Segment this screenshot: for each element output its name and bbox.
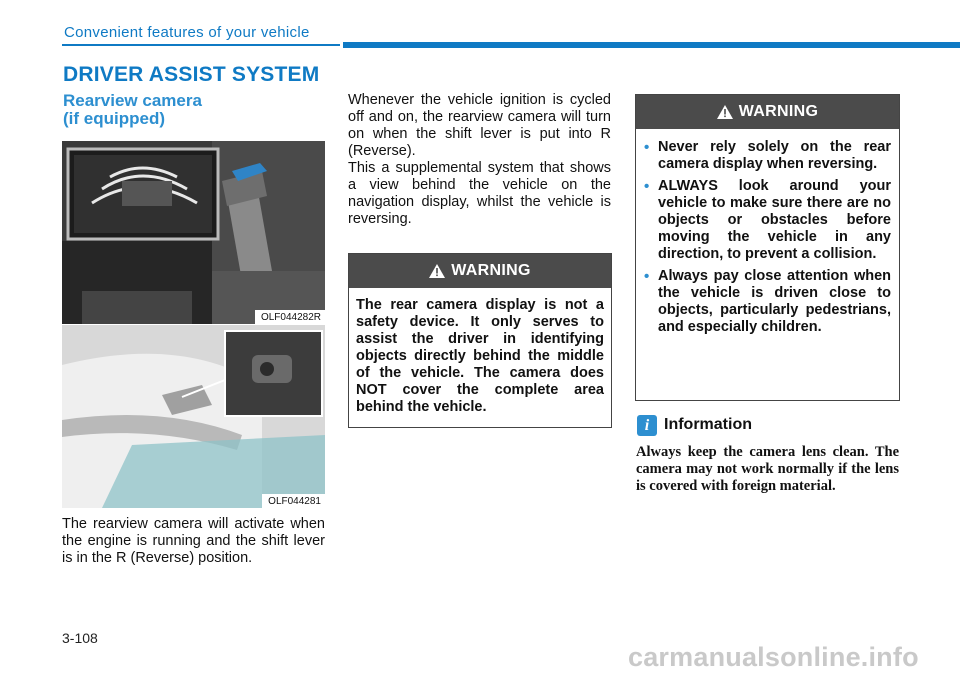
- image-code-1: OLF044282R: [255, 310, 325, 324]
- info-icon: i: [637, 415, 657, 436]
- subtitle-line1: Rearview camera: [63, 91, 202, 110]
- warning-item: • Always pay close attention when the vehicle is driven close to objects, particularly pedestrians, and especially children.: [644, 268, 891, 336]
- warning-text-1: The rear camera display is not a safety device. It only serves to assist the driver in identifying objects directly behind the middle of the vehicle. The camera does NOT cover the complete area behind the vehicle.: [356, 297, 604, 415]
- warning-triangle-icon: [429, 264, 445, 278]
- warning-box-2: [635, 94, 900, 401]
- paragraph-ignition: Whenever the vehicle ignition is cycled off and on, the rearview camera will turn on when the shift lever is put into R (Reverse).: [348, 92, 611, 159]
- shift-lever-photo: [62, 141, 325, 324]
- header-rule: [343, 42, 960, 48]
- warning-header-1: [349, 254, 611, 288]
- section-title: Convenient features of your vehicle: [64, 24, 310, 41]
- warning-title-2: WARNING: [738, 103, 819, 120]
- header-underline: [62, 44, 340, 46]
- info-text: Always keep the camera lens clean. The camera may not work normally if the lens is covered with foreign material.: [636, 444, 899, 494]
- chapter-title: DRIVER ASSIST SYSTEM: [63, 63, 320, 86]
- watermark: carmanualsonline.info: [628, 642, 919, 672]
- subtitle-line2: (if equipped): [63, 109, 165, 128]
- intro-paragraph: The rearview camera will activate when the engine is running and the shift lever is in the R (Reverse) position.: [62, 516, 325, 566]
- warning-list: [636, 129, 899, 336]
- warning-title-1: WARNING: [451, 262, 531, 279]
- paragraph-supplemental: This a supplemental system that shows a view behind the vehicle on the navigation display, whilst the vehicle is reversing.: [348, 160, 611, 227]
- warning-item: • ALWAYS look around your vehicle to make sure there are no objects or obstacles before moving the vehicle in any direction, to prevent a collision.: [644, 178, 891, 263]
- warning-header-2: [636, 95, 899, 129]
- subtitle: [63, 92, 263, 128]
- page-number: 3-108: [62, 630, 98, 646]
- info-title: Information: [664, 416, 752, 433]
- warning-box-1: [348, 253, 612, 428]
- rear-camera-illustration: [62, 325, 325, 508]
- rear-camera-photo: [62, 325, 325, 508]
- image-code-2: OLF044281: [262, 494, 325, 508]
- warning-item: • Never rely solely on the rear camera display when reversing.: [644, 139, 891, 173]
- warning-triangle-icon: [717, 105, 733, 119]
- shift-lever-illustration: [62, 141, 325, 324]
